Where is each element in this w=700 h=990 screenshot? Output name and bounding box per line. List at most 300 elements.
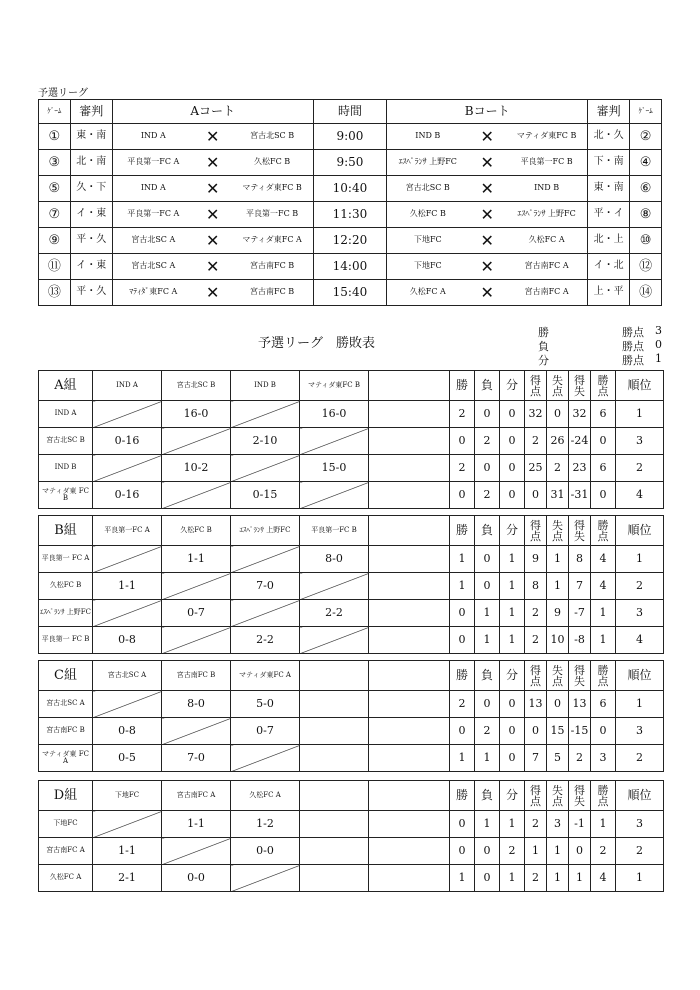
- row-team-label: 平良第一 FC B: [39, 627, 93, 654]
- group-name: B組: [39, 516, 93, 546]
- stat-draw: 2: [500, 838, 525, 865]
- match-score: 1-1: [93, 838, 162, 865]
- group-name: A組: [39, 371, 93, 401]
- team-row: [39, 546, 664, 573]
- row-team-label: マティダ東 FC A: [39, 745, 93, 772]
- vs-mark: ✕: [468, 176, 506, 202]
- stat-header-gd: 得 失: [569, 781, 591, 811]
- court-b-away-team: 久松FC A: [506, 228, 587, 254]
- match-score: 7-0: [162, 745, 231, 772]
- team-header: 宮古北SC A: [93, 661, 162, 691]
- stat-win: 0: [450, 428, 475, 455]
- stat-win: 0: [450, 718, 475, 745]
- stat-rank: 3: [616, 600, 664, 627]
- stat-pts: 1: [591, 600, 616, 627]
- empty-cell: [93, 401, 162, 428]
- stat-gd: -7: [569, 600, 591, 627]
- match-time: 14:00: [313, 254, 387, 280]
- court-a-home-team: 平良第一FC A: [112, 202, 193, 228]
- stat-header-ga: 失 点: [547, 371, 569, 401]
- stat-rank: 1: [616, 401, 664, 428]
- team-row: [39, 718, 664, 745]
- court-b-home-team: 下地FC: [387, 228, 468, 254]
- court-a-away-team: 宮古南FC B: [232, 280, 313, 306]
- empty-cell: [300, 627, 369, 654]
- stat-gf: 2: [525, 428, 547, 455]
- match-score: 2-10: [231, 428, 300, 455]
- match-score: 0-15: [231, 482, 300, 509]
- team-header: 平良第一FC B: [300, 516, 369, 546]
- vs-mark: ✕: [194, 202, 232, 228]
- stat-draw: 0: [500, 455, 525, 482]
- empty-cell: [93, 546, 162, 573]
- schedule-row: [39, 124, 662, 150]
- stat-pts: 6: [591, 691, 616, 718]
- group-table-1: [38, 370, 664, 509]
- referee-b: 上・平: [588, 280, 630, 306]
- stat-pts: 4: [591, 546, 616, 573]
- team-row: [39, 865, 664, 892]
- match-score: 1-1: [162, 546, 231, 573]
- spacer: [369, 546, 450, 573]
- stat-gf: 13: [525, 691, 547, 718]
- team-row: [39, 600, 664, 627]
- match-score: 0-0: [231, 838, 300, 865]
- schedule-heading: 予選リーグ: [38, 88, 88, 99]
- empty-cell: [93, 600, 162, 627]
- referee-a: 北・南: [70, 150, 112, 176]
- stat-header-rank: 順位: [616, 661, 664, 691]
- empty-cell: [300, 428, 369, 455]
- stat-rank: 1: [616, 691, 664, 718]
- stat-loss: 1: [475, 600, 500, 627]
- spacer: [369, 718, 450, 745]
- spacer: [369, 865, 450, 892]
- empty-cell: [162, 627, 231, 654]
- vs-mark: ✕: [194, 280, 232, 306]
- stat-rank: 3: [616, 428, 664, 455]
- schedule-row: [39, 280, 662, 306]
- court-a-home-team: IND A: [112, 176, 193, 202]
- team-row: [39, 745, 664, 772]
- stat-header-win: 勝: [450, 781, 475, 811]
- stat-loss: 0: [475, 691, 500, 718]
- time-header: 時間: [313, 100, 387, 124]
- stat-win: 0: [450, 627, 475, 654]
- match-score: 1-1: [93, 573, 162, 600]
- legend-value: 0: [655, 338, 662, 351]
- referee-header: 審判: [588, 100, 630, 124]
- game-number-b: ⑫: [630, 254, 662, 280]
- spacer: [369, 745, 450, 772]
- court-b-home-team: 久松FC A: [387, 280, 468, 306]
- legend-value: 1: [655, 352, 662, 365]
- referee-a: 平・久: [70, 280, 112, 306]
- stat-header-win: 勝: [450, 661, 475, 691]
- stat-pts: 6: [591, 455, 616, 482]
- stat-loss: 0: [475, 546, 500, 573]
- match-score: 1-1: [162, 811, 231, 838]
- schedule-row: [39, 202, 662, 228]
- stat-draw: 0: [500, 718, 525, 745]
- match-score: 0-0: [162, 865, 231, 892]
- spacer: [369, 516, 450, 546]
- court-a-home-team: 平良第一FC A: [112, 150, 193, 176]
- stat-header-ga: 失 点: [547, 781, 569, 811]
- stat-ga: 10: [547, 627, 569, 654]
- team-header: 宮古南FC A: [162, 781, 231, 811]
- stat-gf: 2: [525, 627, 547, 654]
- stat-header-gd: 得 失: [569, 516, 591, 546]
- stat-header-gf: 得 点: [525, 661, 547, 691]
- points-legend: [538, 324, 662, 366]
- stat-loss: 2: [475, 482, 500, 509]
- stat-header-pts: 勝 点: [591, 781, 616, 811]
- stat-win: 2: [450, 401, 475, 428]
- stat-header-win: 勝: [450, 371, 475, 401]
- game-number-b: ④: [630, 150, 662, 176]
- stat-ga: 15: [547, 718, 569, 745]
- stat-header-loss: 負: [475, 371, 500, 401]
- empty-header: [300, 661, 369, 691]
- court-b-home-team: 宮古北SC B: [387, 176, 468, 202]
- empty-cell: [300, 865, 369, 892]
- stat-win: 0: [450, 482, 475, 509]
- row-team-label: 宮古南FC A: [39, 838, 93, 865]
- team-header: 下地FC: [93, 781, 162, 811]
- game-number-b: ⑭: [630, 280, 662, 306]
- referee-b: イ・北: [588, 254, 630, 280]
- stat-header-gf: 得 点: [525, 781, 547, 811]
- empty-cell: [300, 745, 369, 772]
- empty-header: [300, 781, 369, 811]
- stat-header-gf: 得 点: [525, 516, 547, 546]
- empty-cell: [162, 428, 231, 455]
- team-header: 宮古北SC B: [162, 371, 231, 401]
- legend-label: 勝点: [622, 340, 644, 353]
- empty-cell: [162, 838, 231, 865]
- empty-cell: [300, 718, 369, 745]
- stat-draw: 0: [500, 745, 525, 772]
- stat-gd: -15: [569, 718, 591, 745]
- stat-gf: 7: [525, 745, 547, 772]
- row-team-label: 宮古南FC B: [39, 718, 93, 745]
- team-header: 久松FC B: [162, 516, 231, 546]
- stat-draw: 0: [500, 401, 525, 428]
- court-a-away-team: 久松FC B: [232, 150, 313, 176]
- stat-header-ga: 失 点: [547, 661, 569, 691]
- stat-gf: 2: [525, 600, 547, 627]
- empty-cell: [231, 600, 300, 627]
- match-score: 0-8: [93, 718, 162, 745]
- game-number-a: ①: [39, 124, 71, 150]
- court-b-away-team: マティダ東FC B: [506, 124, 587, 150]
- stat-loss: 1: [475, 811, 500, 838]
- stat-header-loss: 負: [475, 781, 500, 811]
- match-time: 12:20: [313, 228, 387, 254]
- stat-win: 1: [450, 573, 475, 600]
- team-header: ｴｽﾍﾟﾗﾝｻ 上野FC: [231, 516, 300, 546]
- stat-draw: 1: [500, 573, 525, 600]
- vs-mark: ✕: [468, 228, 506, 254]
- stat-gd: 2: [569, 745, 591, 772]
- legend-label: 勝点: [622, 354, 644, 367]
- referee-b: 北・久: [588, 124, 630, 150]
- stat-pts: 2: [591, 838, 616, 865]
- vs-mark: ✕: [468, 124, 506, 150]
- match-time: 9:00: [313, 124, 387, 150]
- legend-row: [538, 338, 662, 352]
- stat-header-rank: 順位: [616, 371, 664, 401]
- empty-cell: [162, 482, 231, 509]
- stat-header-gd: 得 失: [569, 661, 591, 691]
- stat-loss: 0: [475, 401, 500, 428]
- legend-row: [538, 324, 662, 338]
- match-score: 5-0: [231, 691, 300, 718]
- referee-b: 東・南: [588, 176, 630, 202]
- vs-mark: ✕: [194, 150, 232, 176]
- row-team-label: 下地FC: [39, 811, 93, 838]
- team-row: [39, 455, 664, 482]
- stat-gd: 7: [569, 573, 591, 600]
- match-score: 8-0: [300, 546, 369, 573]
- game-number-b: ⑧: [630, 202, 662, 228]
- stat-header-draw: 分: [500, 661, 525, 691]
- game-number-a: ⑬: [39, 280, 71, 306]
- game-header: ｹﾞｰﾑ: [39, 100, 71, 124]
- schedule-table: [38, 99, 662, 306]
- court-a-away-team: 宮古北SC B: [232, 124, 313, 150]
- stat-ga: 9: [547, 600, 569, 627]
- empty-cell: [300, 691, 369, 718]
- court-a-home-team: ﾏﾃｨﾀﾞ東FC A: [112, 280, 193, 306]
- match-time: 10:40: [313, 176, 387, 202]
- referee-a: イ・東: [70, 202, 112, 228]
- empty-cell: [300, 811, 369, 838]
- schedule-row: [39, 228, 662, 254]
- spacer: [369, 455, 450, 482]
- court-a-home-team: 宮古北SC A: [112, 228, 193, 254]
- stat-win: 0: [450, 600, 475, 627]
- stat-gd: -31: [569, 482, 591, 509]
- legend-row: [538, 352, 662, 366]
- stat-rank: 3: [616, 718, 664, 745]
- referee-a: イ・東: [70, 254, 112, 280]
- empty-cell: [93, 811, 162, 838]
- standings-title: 予選リーグ 勝敗表: [258, 336, 376, 351]
- match-score: 7-0: [231, 573, 300, 600]
- stat-loss: 2: [475, 428, 500, 455]
- match-score: 0-5: [93, 745, 162, 772]
- game-header: ｹﾞｰﾑ: [630, 100, 662, 124]
- stat-pts: 4: [591, 865, 616, 892]
- game-number-a: ⑨: [39, 228, 71, 254]
- team-header: IND B: [231, 371, 300, 401]
- vs-mark: ✕: [194, 254, 232, 280]
- court-a-away-team: マティダ東FC B: [232, 176, 313, 202]
- stat-rank: 3: [616, 811, 664, 838]
- team-header: 久松FC A: [231, 781, 300, 811]
- stat-gd: 23: [569, 455, 591, 482]
- match-score: 2-2: [300, 600, 369, 627]
- stat-win: 2: [450, 691, 475, 718]
- stat-draw: 1: [500, 865, 525, 892]
- stat-win: 1: [450, 546, 475, 573]
- row-team-label: IND B: [39, 455, 93, 482]
- match-score: 0-7: [231, 718, 300, 745]
- empty-cell: [231, 401, 300, 428]
- match-score: 15-0: [300, 455, 369, 482]
- stat-gf: 8: [525, 573, 547, 600]
- team-row: [39, 627, 664, 654]
- game-number-b: ②: [630, 124, 662, 150]
- team-row: [39, 482, 664, 509]
- spacer: [369, 838, 450, 865]
- stat-ga: 5: [547, 745, 569, 772]
- court-a-home-team: IND A: [112, 124, 193, 150]
- team-header: マティダ東FC B: [300, 371, 369, 401]
- stat-loss: 0: [475, 865, 500, 892]
- legend-result: 分: [538, 354, 549, 367]
- court-b-header: Bコート: [387, 100, 588, 124]
- stat-header-draw: 分: [500, 516, 525, 546]
- match-score: 16-0: [300, 401, 369, 428]
- vs-mark: ✕: [468, 202, 506, 228]
- vs-mark: ✕: [194, 124, 232, 150]
- stat-loss: 2: [475, 718, 500, 745]
- court-a-away-team: 宮古南FC B: [232, 254, 313, 280]
- stat-draw: 1: [500, 811, 525, 838]
- stat-rank: 2: [616, 838, 664, 865]
- team-row: [39, 811, 664, 838]
- team-header: 平良第一FC A: [93, 516, 162, 546]
- stat-ga: 2: [547, 455, 569, 482]
- team-row: [39, 573, 664, 600]
- stat-ga: 1: [547, 546, 569, 573]
- stat-win: 0: [450, 811, 475, 838]
- match-score: 10-2: [162, 455, 231, 482]
- row-team-label: IND A: [39, 401, 93, 428]
- empty-cell: [93, 691, 162, 718]
- empty-cell: [162, 573, 231, 600]
- group-name: C組: [39, 661, 93, 691]
- court-b-home-team: 下地FC: [387, 254, 468, 280]
- stat-gf: 32: [525, 401, 547, 428]
- stat-loss: 1: [475, 627, 500, 654]
- team-header: IND A: [93, 371, 162, 401]
- spacer: [369, 482, 450, 509]
- vs-mark: ✕: [468, 280, 506, 306]
- stat-header-loss: 負: [475, 516, 500, 546]
- referee-b: 北・上: [588, 228, 630, 254]
- empty-cell: [300, 838, 369, 865]
- match-time: 15:40: [313, 280, 387, 306]
- game-number-a: ⑦: [39, 202, 71, 228]
- court-b-away-team: IND B: [506, 176, 587, 202]
- stat-rank: 4: [616, 627, 664, 654]
- stat-win: 0: [450, 838, 475, 865]
- referee-b: 下・南: [588, 150, 630, 176]
- group-name: D組: [39, 781, 93, 811]
- empty-cell: [231, 455, 300, 482]
- spacer: [369, 661, 450, 691]
- spacer: [369, 573, 450, 600]
- stat-pts: 6: [591, 401, 616, 428]
- stat-gf: 2: [525, 811, 547, 838]
- referee-header: 審判: [70, 100, 112, 124]
- group-table-2: [38, 515, 664, 654]
- legend-result: 負: [538, 340, 549, 353]
- stat-gf: 0: [525, 718, 547, 745]
- row-team-label: 宮古北SC A: [39, 691, 93, 718]
- empty-cell: [162, 718, 231, 745]
- spacer: [369, 691, 450, 718]
- vs-mark: ✕: [194, 176, 232, 202]
- empty-cell: [231, 745, 300, 772]
- stat-draw: 1: [500, 627, 525, 654]
- stat-pts: 1: [591, 627, 616, 654]
- spacer: [369, 371, 450, 401]
- stat-header-gf: 得 点: [525, 371, 547, 401]
- stat-rank: 1: [616, 865, 664, 892]
- stat-header-rank: 順位: [616, 516, 664, 546]
- stat-header-draw: 分: [500, 371, 525, 401]
- team-header: 宮古南FC B: [162, 661, 231, 691]
- stat-header-pts: 勝 点: [591, 371, 616, 401]
- row-team-label: マティダ東 FC B: [39, 482, 93, 509]
- stat-draw: 0: [500, 482, 525, 509]
- court-a-home-team: 宮古北SC A: [112, 254, 193, 280]
- match-score: 0-16: [93, 482, 162, 509]
- legend-value: 3: [655, 324, 662, 337]
- stat-gd: 8: [569, 546, 591, 573]
- team-row: [39, 401, 664, 428]
- stat-gf: 1: [525, 838, 547, 865]
- stat-pts: 3: [591, 745, 616, 772]
- spacer: [369, 428, 450, 455]
- stat-header-win: 勝: [450, 516, 475, 546]
- stat-win: 2: [450, 455, 475, 482]
- stat-gd: 32: [569, 401, 591, 428]
- empty-cell: [93, 455, 162, 482]
- court-b-home-team: ｴｽﾍﾟﾗﾝｻ 上野FC: [387, 150, 468, 176]
- stat-draw: 1: [500, 600, 525, 627]
- match-time: 9:50: [313, 150, 387, 176]
- vs-mark: ✕: [468, 254, 506, 280]
- match-score: 2-1: [93, 865, 162, 892]
- vs-mark: ✕: [194, 228, 232, 254]
- vs-mark: ✕: [468, 150, 506, 176]
- stat-rank: 2: [616, 573, 664, 600]
- match-score: 1-2: [231, 811, 300, 838]
- stat-ga: 0: [547, 401, 569, 428]
- stat-pts: 4: [591, 573, 616, 600]
- referee-a: 平・久: [70, 228, 112, 254]
- referee-b: 平・イ: [588, 202, 630, 228]
- spacer: [369, 600, 450, 627]
- stat-pts: 1: [591, 811, 616, 838]
- stat-win: 1: [450, 745, 475, 772]
- stat-pts: 0: [591, 482, 616, 509]
- stat-ga: 1: [547, 838, 569, 865]
- legend-result: 勝: [538, 326, 549, 339]
- team-row: [39, 691, 664, 718]
- schedule-row: [39, 176, 662, 202]
- stat-pts: 0: [591, 428, 616, 455]
- court-b-away-team: 平良第一FC B: [506, 150, 587, 176]
- game-number-b: ⑩: [630, 228, 662, 254]
- empty-cell: [300, 482, 369, 509]
